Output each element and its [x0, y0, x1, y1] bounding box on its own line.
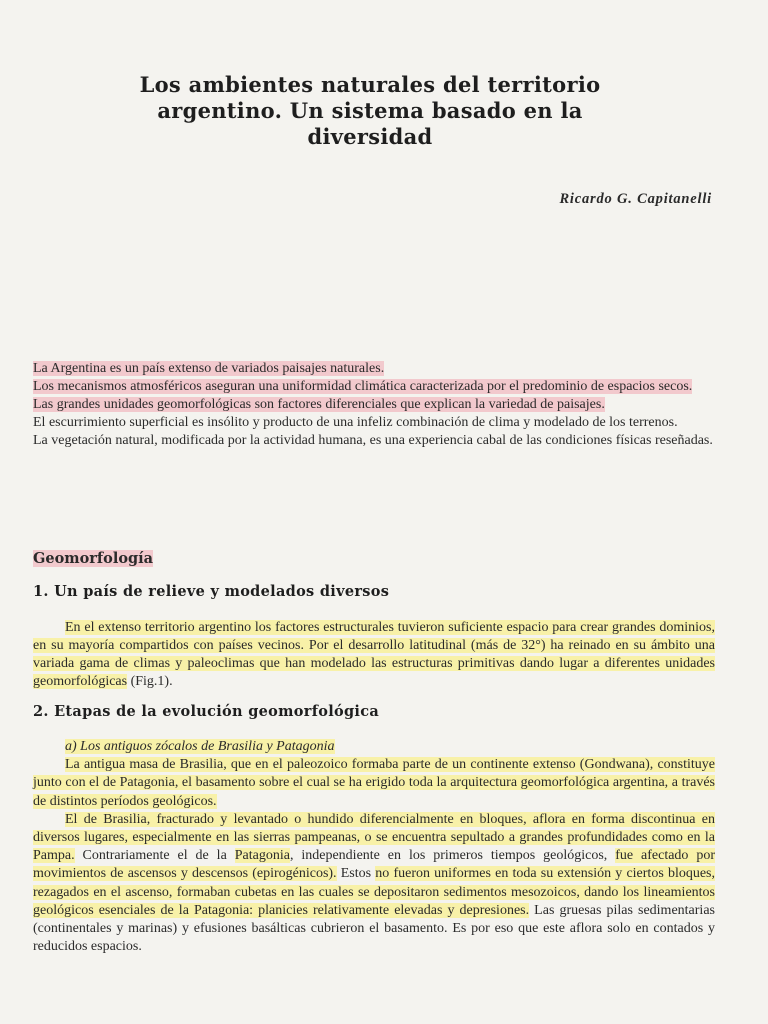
intro-item [33, 378, 715, 396]
heading-1: 1. Un país de relieve y modelados diversos [33, 583, 390, 600]
paragraph-1 [33, 619, 715, 691]
plain-text: Las gruesas pilas sedimentarias (continentales y marinas) y efusiones basálticas cubrieron el basamento. Es por eso que este aflora solo en contados y reducidos espacios. [33, 902, 715, 955]
subheading-a [33, 738, 715, 756]
paragraph-2 [33, 756, 715, 811]
document-title [60, 72, 680, 150]
highlighted-text: Geomorfología [33, 550, 154, 567]
highlighted-text: El de Brasilia, fracturado y levantado o hundido diferencialmente en bloques, aflora en forma discontinua en diversos lugares, especialmente en las sierras pampeanas, o se encuentra sepultado a grandes profundidades como en la Pampa. [33, 811, 715, 864]
intro-item: El escurrimiento superficial es insólito y producto de una infeliz combinación de clima y modelado de los terrenos. [33, 415, 678, 430]
highlighted-text: fue afectado por movimientos de ascensos y descensos (epirogénicos). [33, 848, 716, 882]
intro-summary [33, 360, 715, 450]
section-heading-geomorfologia [33, 550, 153, 567]
highlighted-text: no fueron uniformes en toda su extensión y ciertos bloques, rezagados en el ascenso, formaban cubetas en las cuales se depositaron sedimentos mesozoicos, dando los lineamientos geológicos esenciales de la Patagonia: planicies relativamente elevadas y depresiones. [33, 866, 715, 918]
section-2-body [33, 738, 715, 956]
highlighted-text: Las grandes unidades geomorfológicas son factores diferenciales que explican la variedad de paisajes. [33, 397, 605, 412]
plain-text: Estos [336, 866, 376, 882]
highlighted-text: En el extenso territorio argentino los factores estructurales tuvieron suficiente espacio para crear grandes dominios, en su mayoría compartidos con países vecinos. Por el desarrollo latitudinal (más de 32°) ha reinado en su ámbito una variada gama de climas y paleoclimas que han modelado las estructuras primitivas dando lugar a diferentes unidades geomorfológicas [33, 620, 715, 689]
highlighted-text: Patagonia [234, 848, 290, 864]
figure-reference: (Fig.1). [127, 674, 173, 689]
title-line-3: diversidad [307, 124, 433, 149]
highlighted-text: La antigua masa de Brasilia, que en el paleozoico formaba parte de un continente extenso (Gondwana), constituye junto con el de Patagonia, el basamento sobre el cual se ha erigido toda la arquitectura geomorfológica argentina, a través de distintos períodos geológicos. [33, 757, 715, 809]
highlighted-text: La Argentina es un país extenso de variados paisajes naturales. [33, 361, 385, 376]
title-line-2: argentino. Un sistema basado en la [157, 98, 583, 123]
highlighted-text: Los mecanismos atmosféricos aseguran una uniformidad climática caracterizada por el predominio de espacios secos. [33, 379, 693, 394]
paragraph-3 [33, 811, 715, 957]
intro-item [33, 360, 715, 378]
heading-2: 2. Etapas de la evolución geomorfológica [33, 703, 380, 720]
highlighted-text: a) Los antiguos zócalos de Brasilia y Patagonia [65, 739, 335, 754]
title-line-1: Los ambientes naturales del territorio [139, 72, 601, 97]
intro-item: La vegetación natural, modificada por la actividad humana, es una experiencia cabal de las condiciones físicas reseñadas. [33, 433, 713, 448]
author-name: Ricardo G. Capitanelli [559, 191, 712, 207]
intro-item [33, 396, 715, 414]
plain-text: Contrariamente el de la [74, 848, 235, 864]
plain-text: , independiente en los primeros tiempos geológicos, [289, 848, 616, 864]
